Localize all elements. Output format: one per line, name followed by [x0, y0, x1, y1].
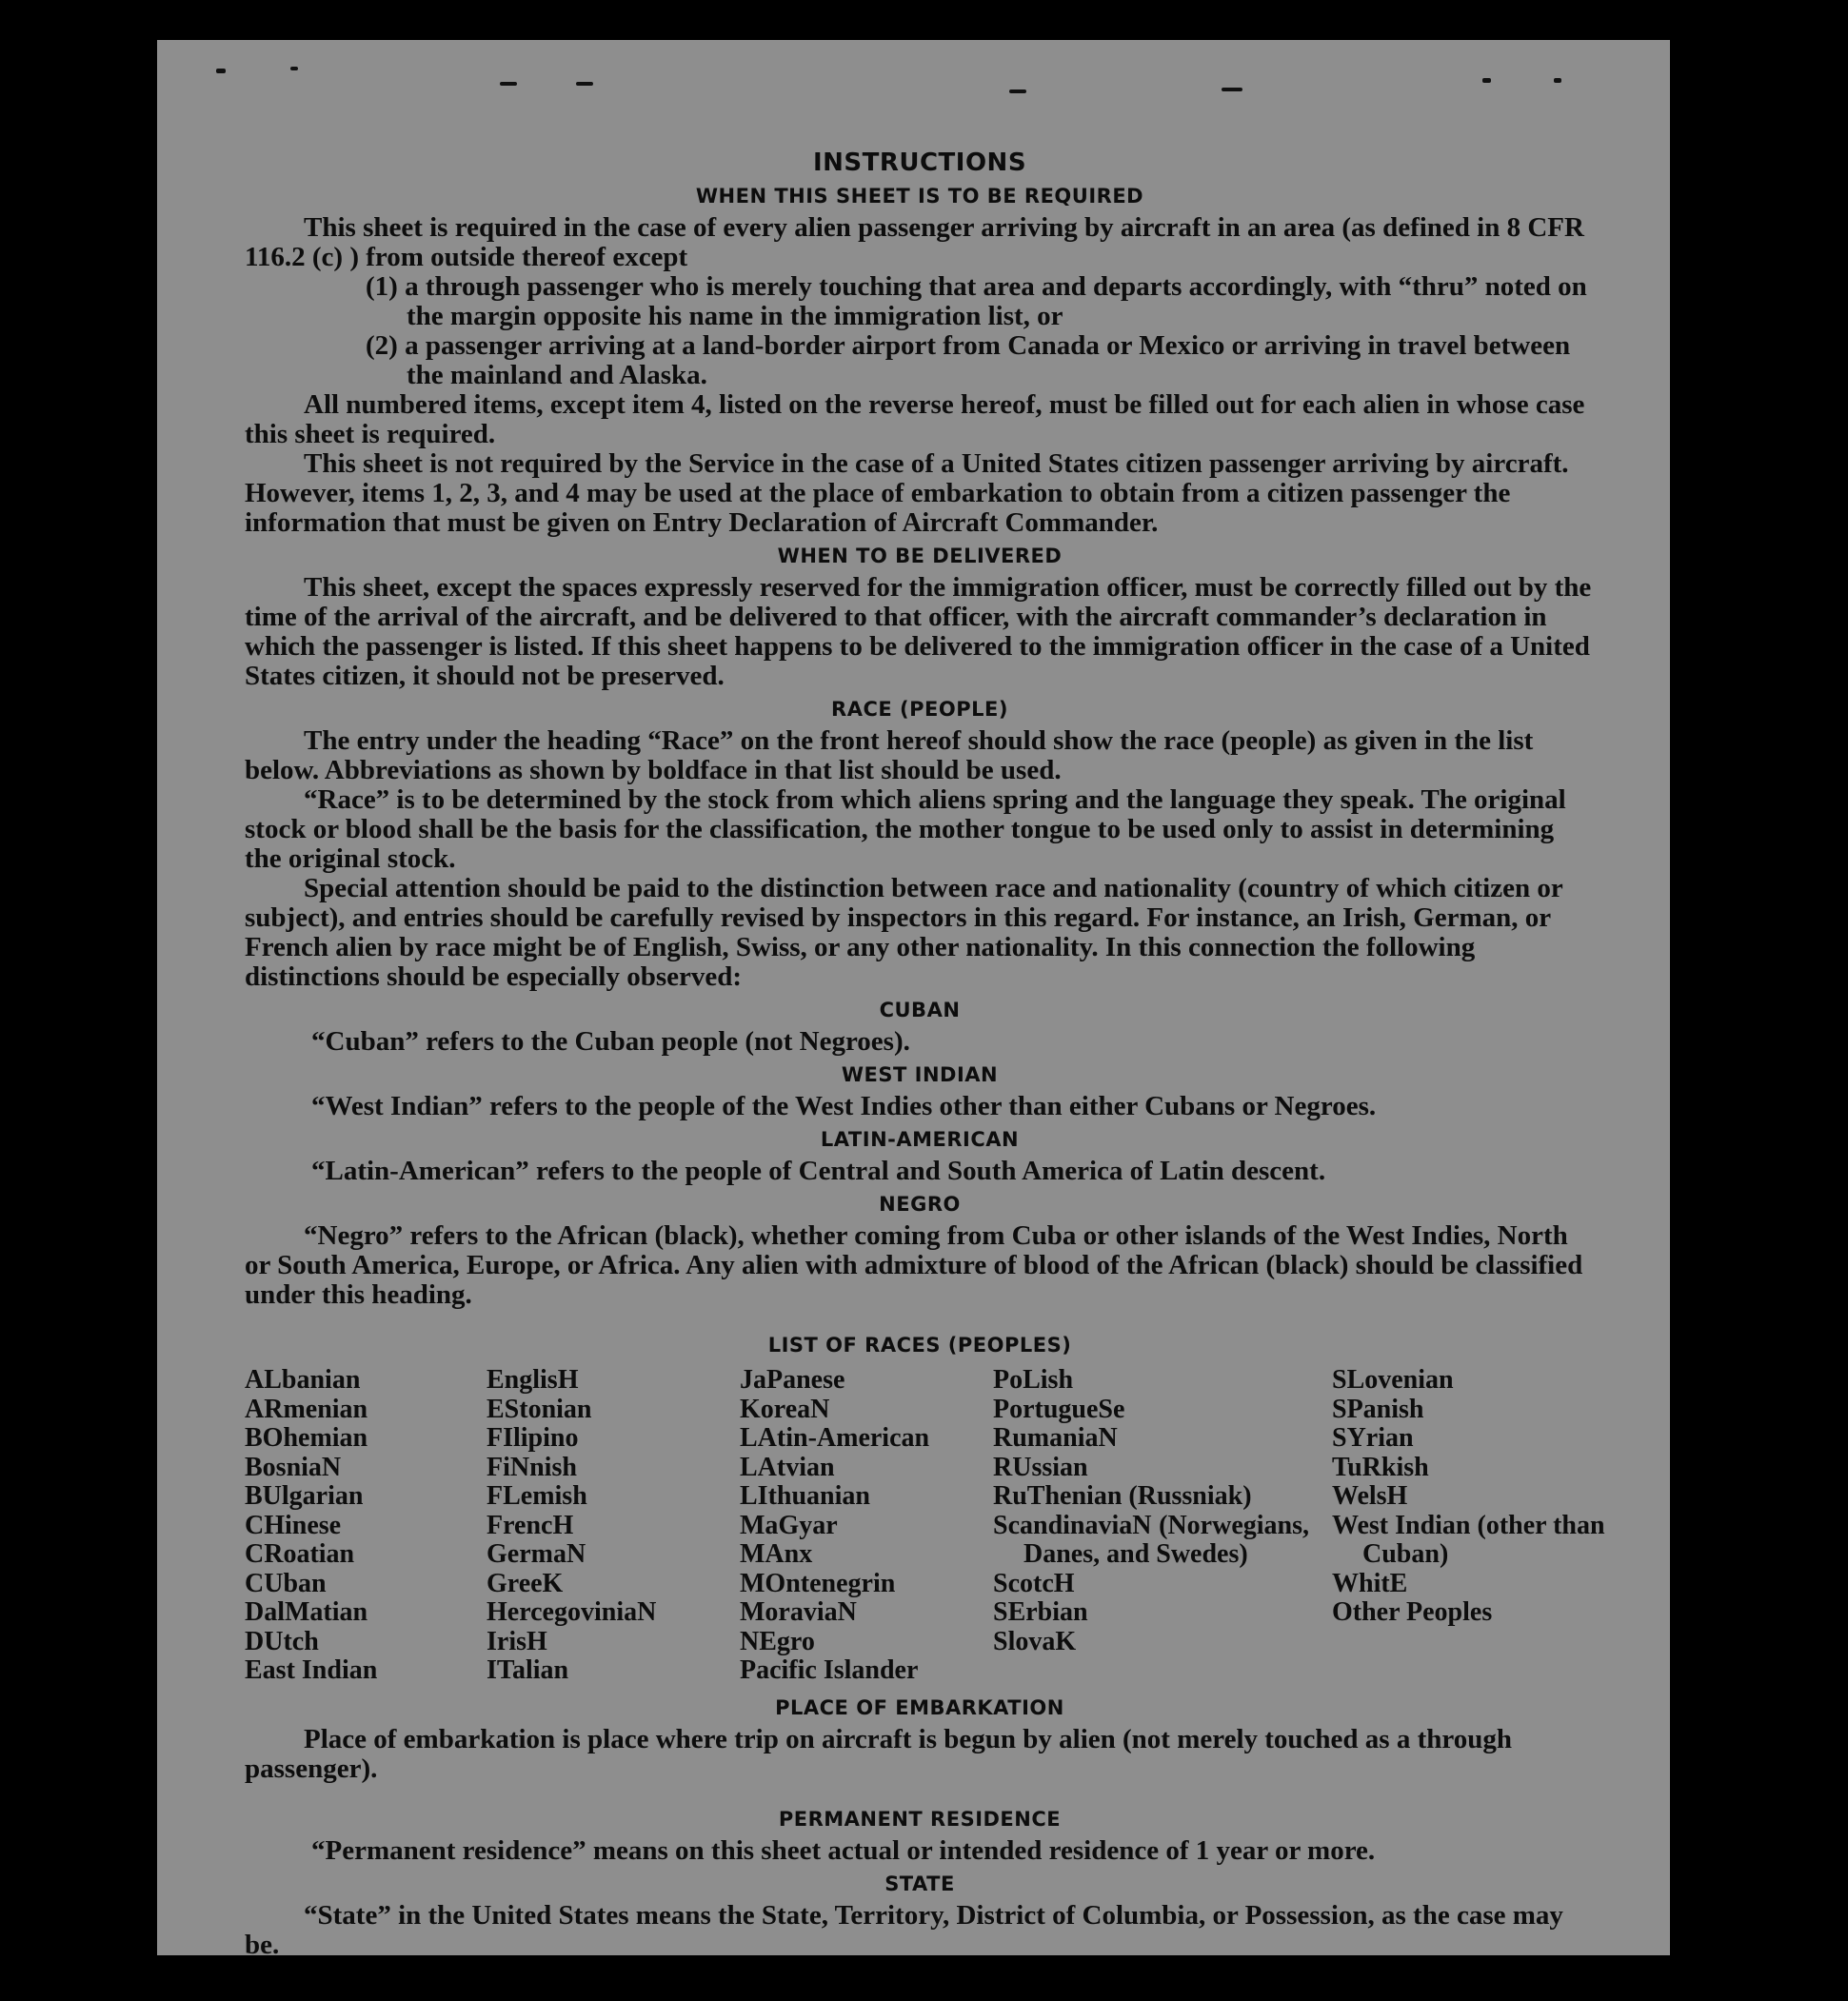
race-item: LIthuanian — [740, 1481, 870, 1511]
speck — [1009, 89, 1026, 93]
race-item: HercegoviniaN — [487, 1597, 657, 1627]
speck — [500, 82, 517, 86]
speck — [290, 67, 298, 70]
section-heading-when-required: WHEN THIS SHEET IS TO BE REQUIRED — [695, 185, 1144, 208]
speck — [216, 69, 226, 73]
section-heading-list-of-races: LIST OF RACES (PEOPLES) — [767, 1334, 1072, 1357]
list-item: (2) a passenger arriving at a land-border airport from Canada or Mexico or arriving in travel between the mainland and Alaska. — [366, 330, 1571, 390]
race-item: PortugueSe — [993, 1394, 1125, 1424]
speck — [1482, 78, 1491, 83]
paragraph: “Race” is to be determined by the stock from which aliens spring and the language they speak. The original stock or blood shall be the basis for the classification, the mother tongue to be used only to assist in determining the original stock. — [245, 784, 1566, 874]
paragraph: All numbered items, except item 4, listed on the reverse hereof, must be filled out for each alien in whose case this sheet is required. — [245, 389, 1585, 449]
paragraph: “State” in the United States means the State, Territory, District of Columbia, or Possession, as the case may be. — [245, 1899, 1563, 1960]
section-heading-west-indian: WEST INDIAN — [841, 1063, 999, 1086]
paragraph: This sheet is required in the case of every alien passenger arriving by aircraft in an area (as defined in 8 CFR 116.2 (c) ) from outside thereof except — [245, 212, 1584, 272]
race-item: KoreaN — [740, 1394, 830, 1424]
section-heading-negro: NEGRO — [879, 1193, 961, 1216]
race-item: RumaniaN — [993, 1423, 1118, 1453]
speck — [576, 82, 593, 86]
race-item: ITalian — [487, 1655, 569, 1685]
race-item: Pacific Islander — [740, 1655, 919, 1685]
paragraph: The entry under the heading “Race” on the front hereof should show the race (people) as given in the list below. Abbreviations as shown by boldface in that list should be used. — [245, 725, 1534, 785]
race-item: RuThenian (Russniak) — [993, 1481, 1252, 1511]
race-item: NEgro — [740, 1626, 815, 1656]
race-item: East Indian — [245, 1655, 378, 1685]
race-item: PoLish — [993, 1365, 1074, 1395]
race-item: FiNnish — [487, 1452, 577, 1482]
section-heading-state: STATE — [884, 1872, 955, 1895]
race-item: LAtin-American — [740, 1423, 930, 1453]
race-item: GermaN — [487, 1539, 586, 1569]
race-item: SPanish — [1332, 1394, 1424, 1424]
race-item: ScandinaviaN (Norwegians, Danes, and Swedes) — [993, 1510, 1309, 1569]
section-heading-latin-american: LATIN-AMERICAN — [820, 1128, 1020, 1151]
section-heading-permanent-residence: PERMANENT RESIDENCE — [778, 1807, 1062, 1831]
race-item: RUssian — [993, 1452, 1088, 1482]
race-item: FrencH — [487, 1510, 574, 1540]
race-item: TuRkish — [1332, 1452, 1429, 1482]
race-item: FLemish — [487, 1481, 587, 1511]
race-item: MOntenegrin — [740, 1568, 896, 1598]
paragraph: This sheet is not required by the Service in the case of a United States citizen passenger arriving by aircraft. However, items 1, 2, 3, and 4 may be used at the place of embarkation to obtain from a citizen passenger the information that must be given on Entry Declaration of Aircraft Commander. — [245, 448, 1569, 538]
race-item: EnglisH — [487, 1365, 579, 1395]
race-item: WelsH — [1332, 1481, 1408, 1511]
paragraph: “Cuban” refers to the Cuban people (not Negroes). — [311, 1026, 910, 1057]
race-column-1 — [245, 1366, 487, 1686]
paragraph: “Permanent residence” means on this sheet actual or intended residence of 1 year or more. — [311, 1834, 1376, 1866]
race-item: ScotcH — [993, 1568, 1075, 1598]
race-item: SlovaK — [993, 1626, 1077, 1656]
race-item: ARmenian — [245, 1394, 368, 1424]
race-item: MaGyar — [740, 1510, 838, 1540]
race-item: CHinese — [245, 1510, 342, 1540]
paragraph: Place of embarkation is place where trip on aircraft is begun by alien (not merely touched as a through passenger). — [245, 1723, 1512, 1784]
race-item: SLovenian — [1332, 1365, 1454, 1395]
race-item: IrisH — [487, 1626, 547, 1656]
race-column-3 — [740, 1366, 993, 1686]
race-column-4 — [993, 1366, 1332, 1686]
race-item: FIlipino — [487, 1423, 579, 1453]
section-heading-race: RACE (PEOPLE) — [831, 698, 1008, 721]
section-heading-cuban: CUBAN — [879, 999, 961, 1021]
race-item: MoraviaN — [740, 1597, 857, 1627]
section-heading-embarkation: PLACE OF EMBARKATION — [775, 1695, 1064, 1719]
race-item: BOhemian — [245, 1423, 368, 1453]
race-item: DalMatian — [245, 1597, 368, 1627]
race-item: CRoatian — [245, 1539, 355, 1569]
paragraph: Special attention should be paid to the distinction between race and nationality (country of which citizen or subject), and entries should be carefully revised by inspectors in this regard. For instance, an Irish, German, or French alien by race might be of English, Swiss, or any other nationality. In this connection the following distinctions should be especially observed: — [245, 873, 1563, 992]
race-item: BUlgarian — [245, 1481, 364, 1511]
race-item: JaPanese — [740, 1365, 845, 1395]
race-item: SYrian — [1332, 1423, 1414, 1453]
race-column-5 — [1332, 1365, 1605, 1686]
race-item: BosniaN — [245, 1452, 342, 1482]
race-item: GreeK — [487, 1568, 564, 1598]
race-item: West Indian (other than Cuban) — [1332, 1510, 1605, 1569]
instructions-content — [245, 109, 1605, 1960]
race-item: Other Peoples — [1332, 1597, 1493, 1627]
speck — [1554, 78, 1561, 83]
paragraph: “Negro” refers to the African (black), whether coming from Cuba or other islands of the West Indies, North or South America, Europe, or Africa. Any alien with admixture of blood of the African (black) should be classified under this heading. — [245, 1220, 1583, 1310]
race-item: SErbian — [993, 1597, 1088, 1627]
paragraph: “West Indian” refers to the people of the West Indies other than either Cubans or Negroes. — [311, 1091, 1377, 1121]
race-item: LAtvian — [740, 1452, 835, 1482]
race-item: WhitE — [1332, 1568, 1408, 1598]
page-title: INSTRUCTIONS — [812, 149, 1027, 177]
document-page — [157, 40, 1670, 1960]
race-list — [245, 1365, 1605, 1686]
paragraph: This sheet, except the spaces expressly reserved for the immigration officer, must be correctly filled out by the time of the arrival of the aircraft, and be delivered to that officer, with the aircraft commander’s declaration in which the passenger is listed. If this sheet happens to be delivered to the immigration officer in the case of a United States citizen, it should not be preserved. — [245, 572, 1592, 691]
race-item: ALbanian — [245, 1365, 361, 1395]
race-column-2 — [487, 1366, 740, 1686]
race-item: EStonian — [487, 1394, 592, 1424]
paragraph: “Latin-American” refers to the people of Central and South America of Latin descent. — [311, 1156, 1326, 1186]
race-item: MAnx — [740, 1539, 813, 1569]
speck — [1222, 88, 1242, 91]
list-item: (1) a through passenger who is merely touching that area and departs accordingly, with “thru” noted on the margin opposite his name in the immigration list, or — [366, 271, 1587, 331]
race-item: DUtch — [245, 1626, 319, 1656]
section-heading-when-delivered: WHEN TO BE DELIVERED — [777, 545, 1063, 567]
race-item: CUban — [245, 1568, 327, 1598]
